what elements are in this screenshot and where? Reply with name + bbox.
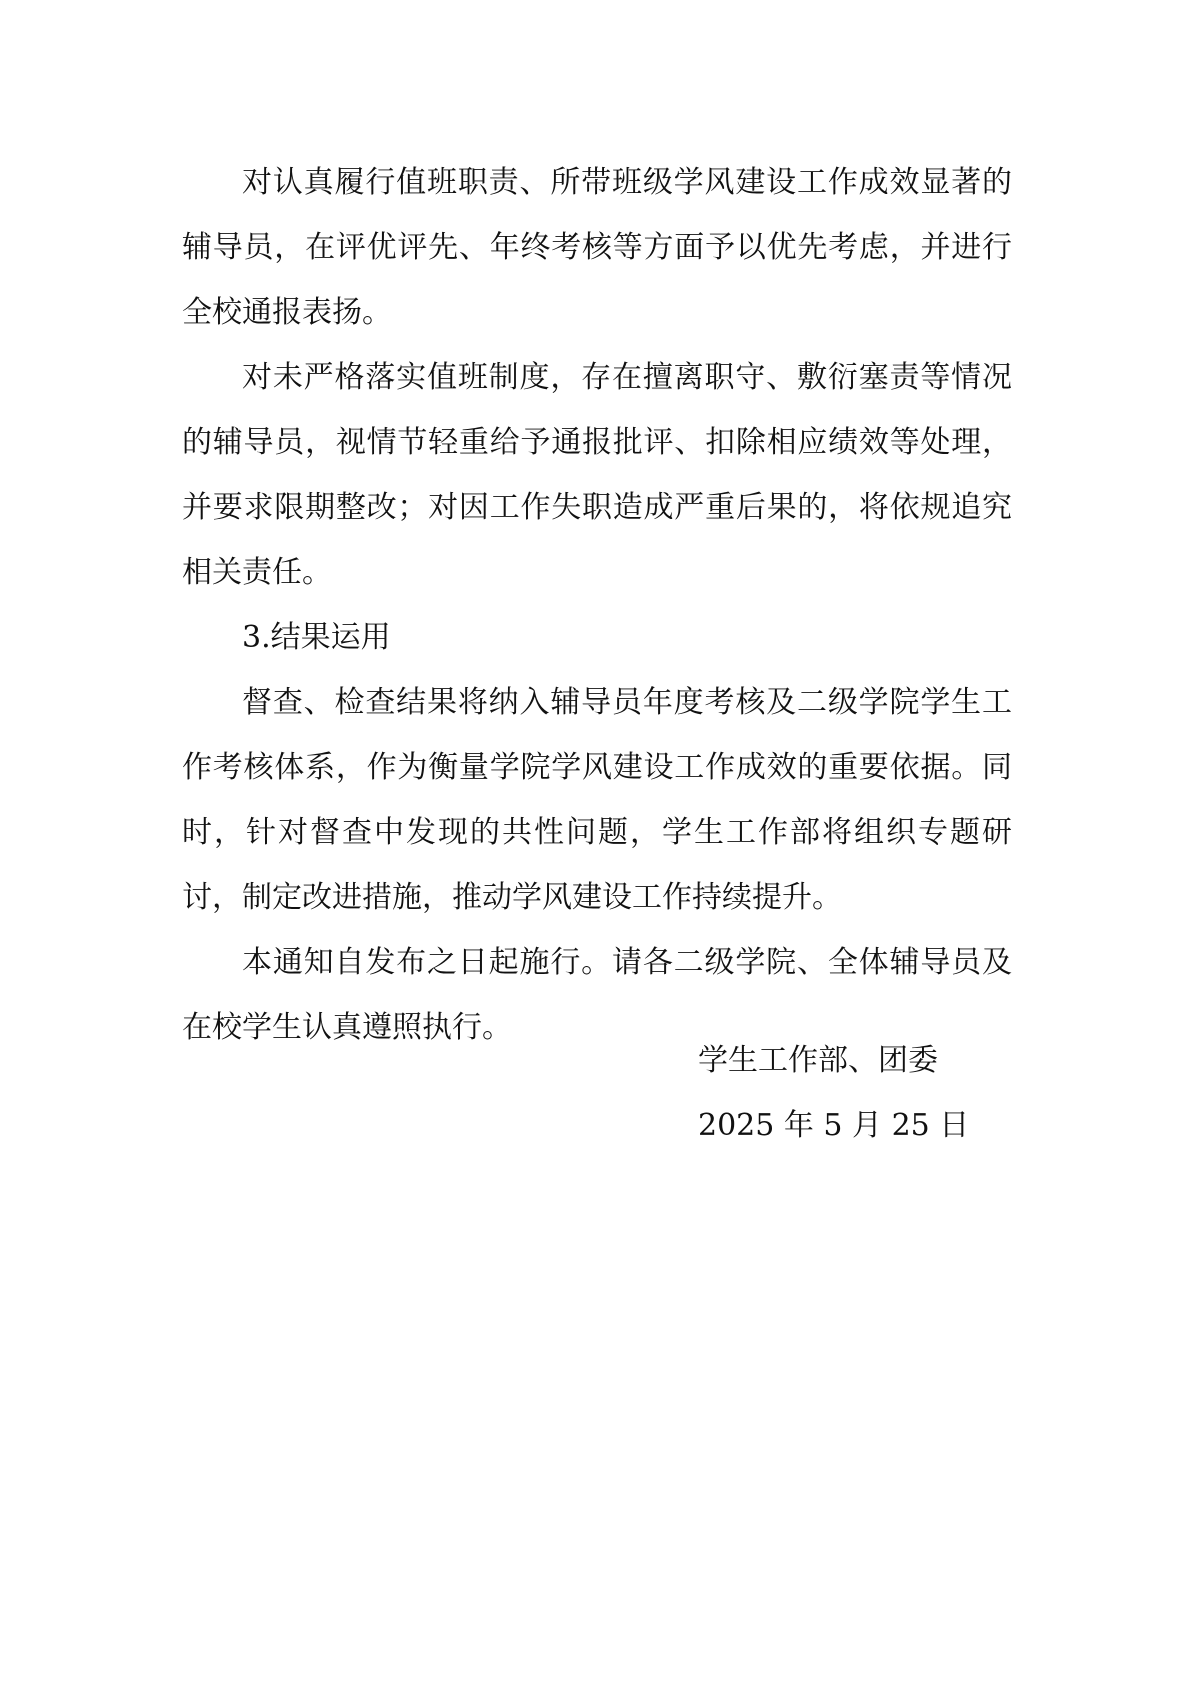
- paragraph-effective-date: 本通知自发布之日起施行。请各二级学院、全体辅导员及在校学生认真遵照执行。: [182, 945, 1012, 1045]
- issuer-name: 学生工作部、团委: [698, 1043, 938, 1078]
- paragraph-commendation: 对认真履行值班职责、所带班级学风建设工作成效显著的辅导员，在评优评先、年终考核等方面予以优先考虑，并进行全校通报表扬。: [182, 165, 1012, 330]
- paragraph-penalty: 对未严格落实值班制度，存在擅离职守、敷衍塞责等情况的辅导员，视情节轻重给予通报批评、扣除相应绩效等处理，并要求限期整改；对因工作失职造成严重后果的，将依规追究相关责任。: [182, 360, 1012, 590]
- issue-date: 2025 年 5 月 25 日: [698, 1108, 970, 1143]
- notice-body: [182, 150, 1012, 1060]
- section-heading-results: 3.结果运用: [242, 620, 391, 655]
- signature-block: [698, 1028, 969, 1158]
- paragraph-results-usage: 督查、检查结果将纳入辅导员年度考核及二级学院学生工作考核体系，作为衡量学院学风建设工作成效的重要依据。同时，针对督查中发现的共性问题，学生工作部将组织专题研讨，制定改进措施，推动学风建设工作持续提升。: [182, 685, 1012, 915]
